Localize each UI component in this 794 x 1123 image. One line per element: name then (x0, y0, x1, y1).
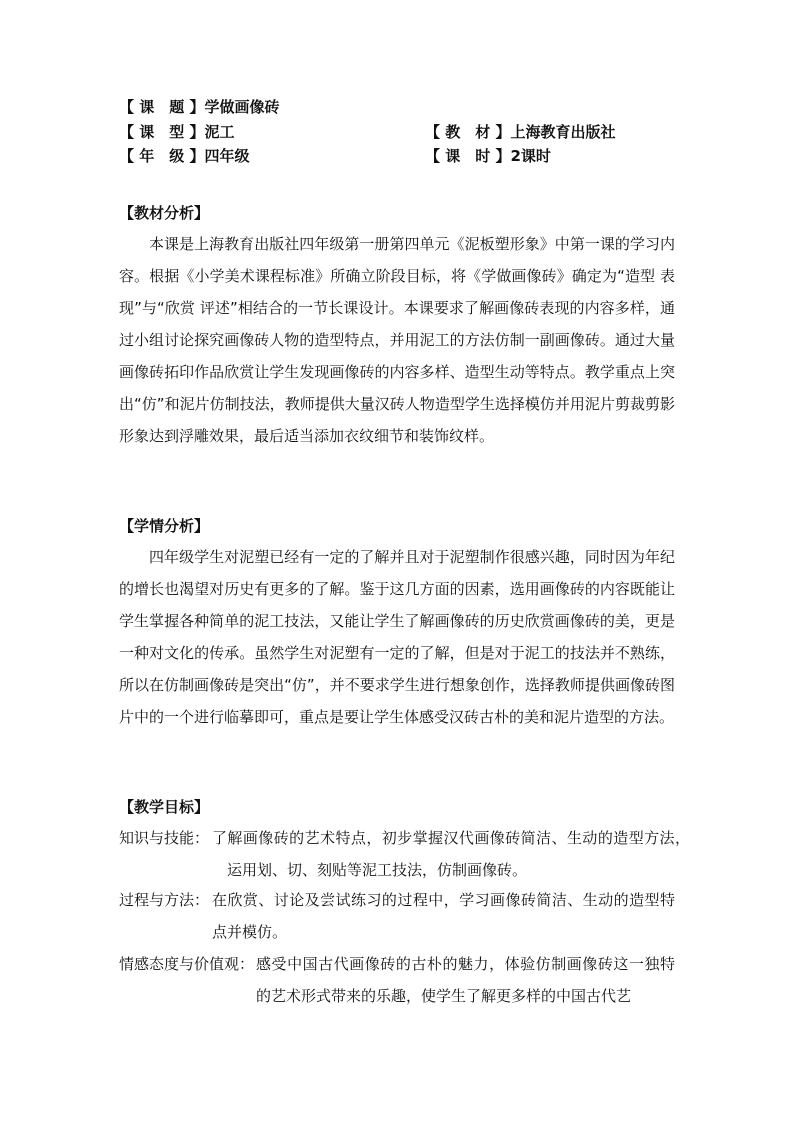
student-analysis-body: 四年级学生对泥塑已经有一定的了解并且对于泥塑制作很感兴趣，同时因为年纪的增长也渴望对历史有更多的了解。鉴于这几方面的因素，选用画像砖的内容既能让学生掌握各种简单的泥工技法，又能让学生了解画像砖的历史欣赏画像砖的美，更是一种对文化的传承。虽然学生对泥塑有一定的了解，但是对于泥工的技法并不熟练，所以在仿制画像砖是突出“仿”，并不要求学生进行想象创作，选择教师提供画像砖图片中的一个进行临摹即可，重点是要让学生体感受汉砖古朴的美和泥片造型的方法。 (119, 548, 675, 726)
material-row (425, 120, 615, 144)
topic-label: 【 课 题 】 (119, 98, 205, 116)
material-label: 【 教 材 】 (425, 123, 511, 141)
grade-label: 【 年 级 】 (119, 147, 205, 165)
grade-value: 四年级 (204, 147, 250, 165)
goal-knowledge-text: 了解画像砖的艺术特点，初步掌握汉代画像砖简洁、生动的造型方法，运用划、切、刻贴等泥工技法，仿制画像砖。 (212, 829, 690, 879)
type-label: 【 课 型 】 (119, 123, 205, 141)
textbook-analysis-heading: 【教材分析】 (119, 204, 210, 222)
goal-process-label: 过程与方法： (119, 891, 210, 909)
hours-value: 2课时 (510, 147, 551, 165)
material-value: 上海教育出版社 (510, 123, 616, 141)
goal-attitude-text: 感受中国古代画像砖的古朴的魅力，体验仿制画像砖这一独特的艺术形式带来的乐趣，使学生了解更多样的中国古代艺 (256, 955, 675, 1005)
topic-row (119, 95, 279, 119)
type-value: 泥工 (204, 123, 235, 141)
textbook-analysis-body: 本课是上海教育出版社四年级第一册第四单元《泥板塑形象》中第一课的学习内容。根据《小学美术课程标准》所确立阶段目标，将《学做画像砖》确定为“造型 表现”与“欣赏 评述”相结合的一节长课设计。本课要求了解画像砖表现的内容多样，通过小组讨论探究画像砖人物的造型特点，并用泥工的方法仿制一副画像砖。通过大量画像砖拓印作品欣赏让学生发现画像砖的内容多样、造型生动等特点。教学重点上突出“仿”和泥片仿制技法，教师提供大量汉砖人物造型学生选择模仿并用泥片剪裁剪影形象达到浮雕效果，最后适当添加衣纹细节和装饰纹样。 (119, 235, 675, 445)
goal-attitude-label: 情感态度与价值观： (119, 955, 255, 973)
goal-knowledge-label: 知识与技能： (119, 829, 210, 847)
teaching-goals-heading: 【教学目标】 (119, 798, 210, 816)
hours-row (425, 144, 551, 168)
hours-label: 【 课 时 】 (425, 147, 511, 165)
goal-process-text: 在欣赏、讨论及尝试练习的过程中，学习画像砖简洁、生动的造型特点并模仿。 (212, 891, 675, 941)
type-row (119, 120, 234, 144)
student-analysis-heading: 【学情分析】 (119, 517, 210, 535)
topic-value: 学做画像砖 (204, 98, 280, 116)
grade-row (119, 144, 249, 168)
